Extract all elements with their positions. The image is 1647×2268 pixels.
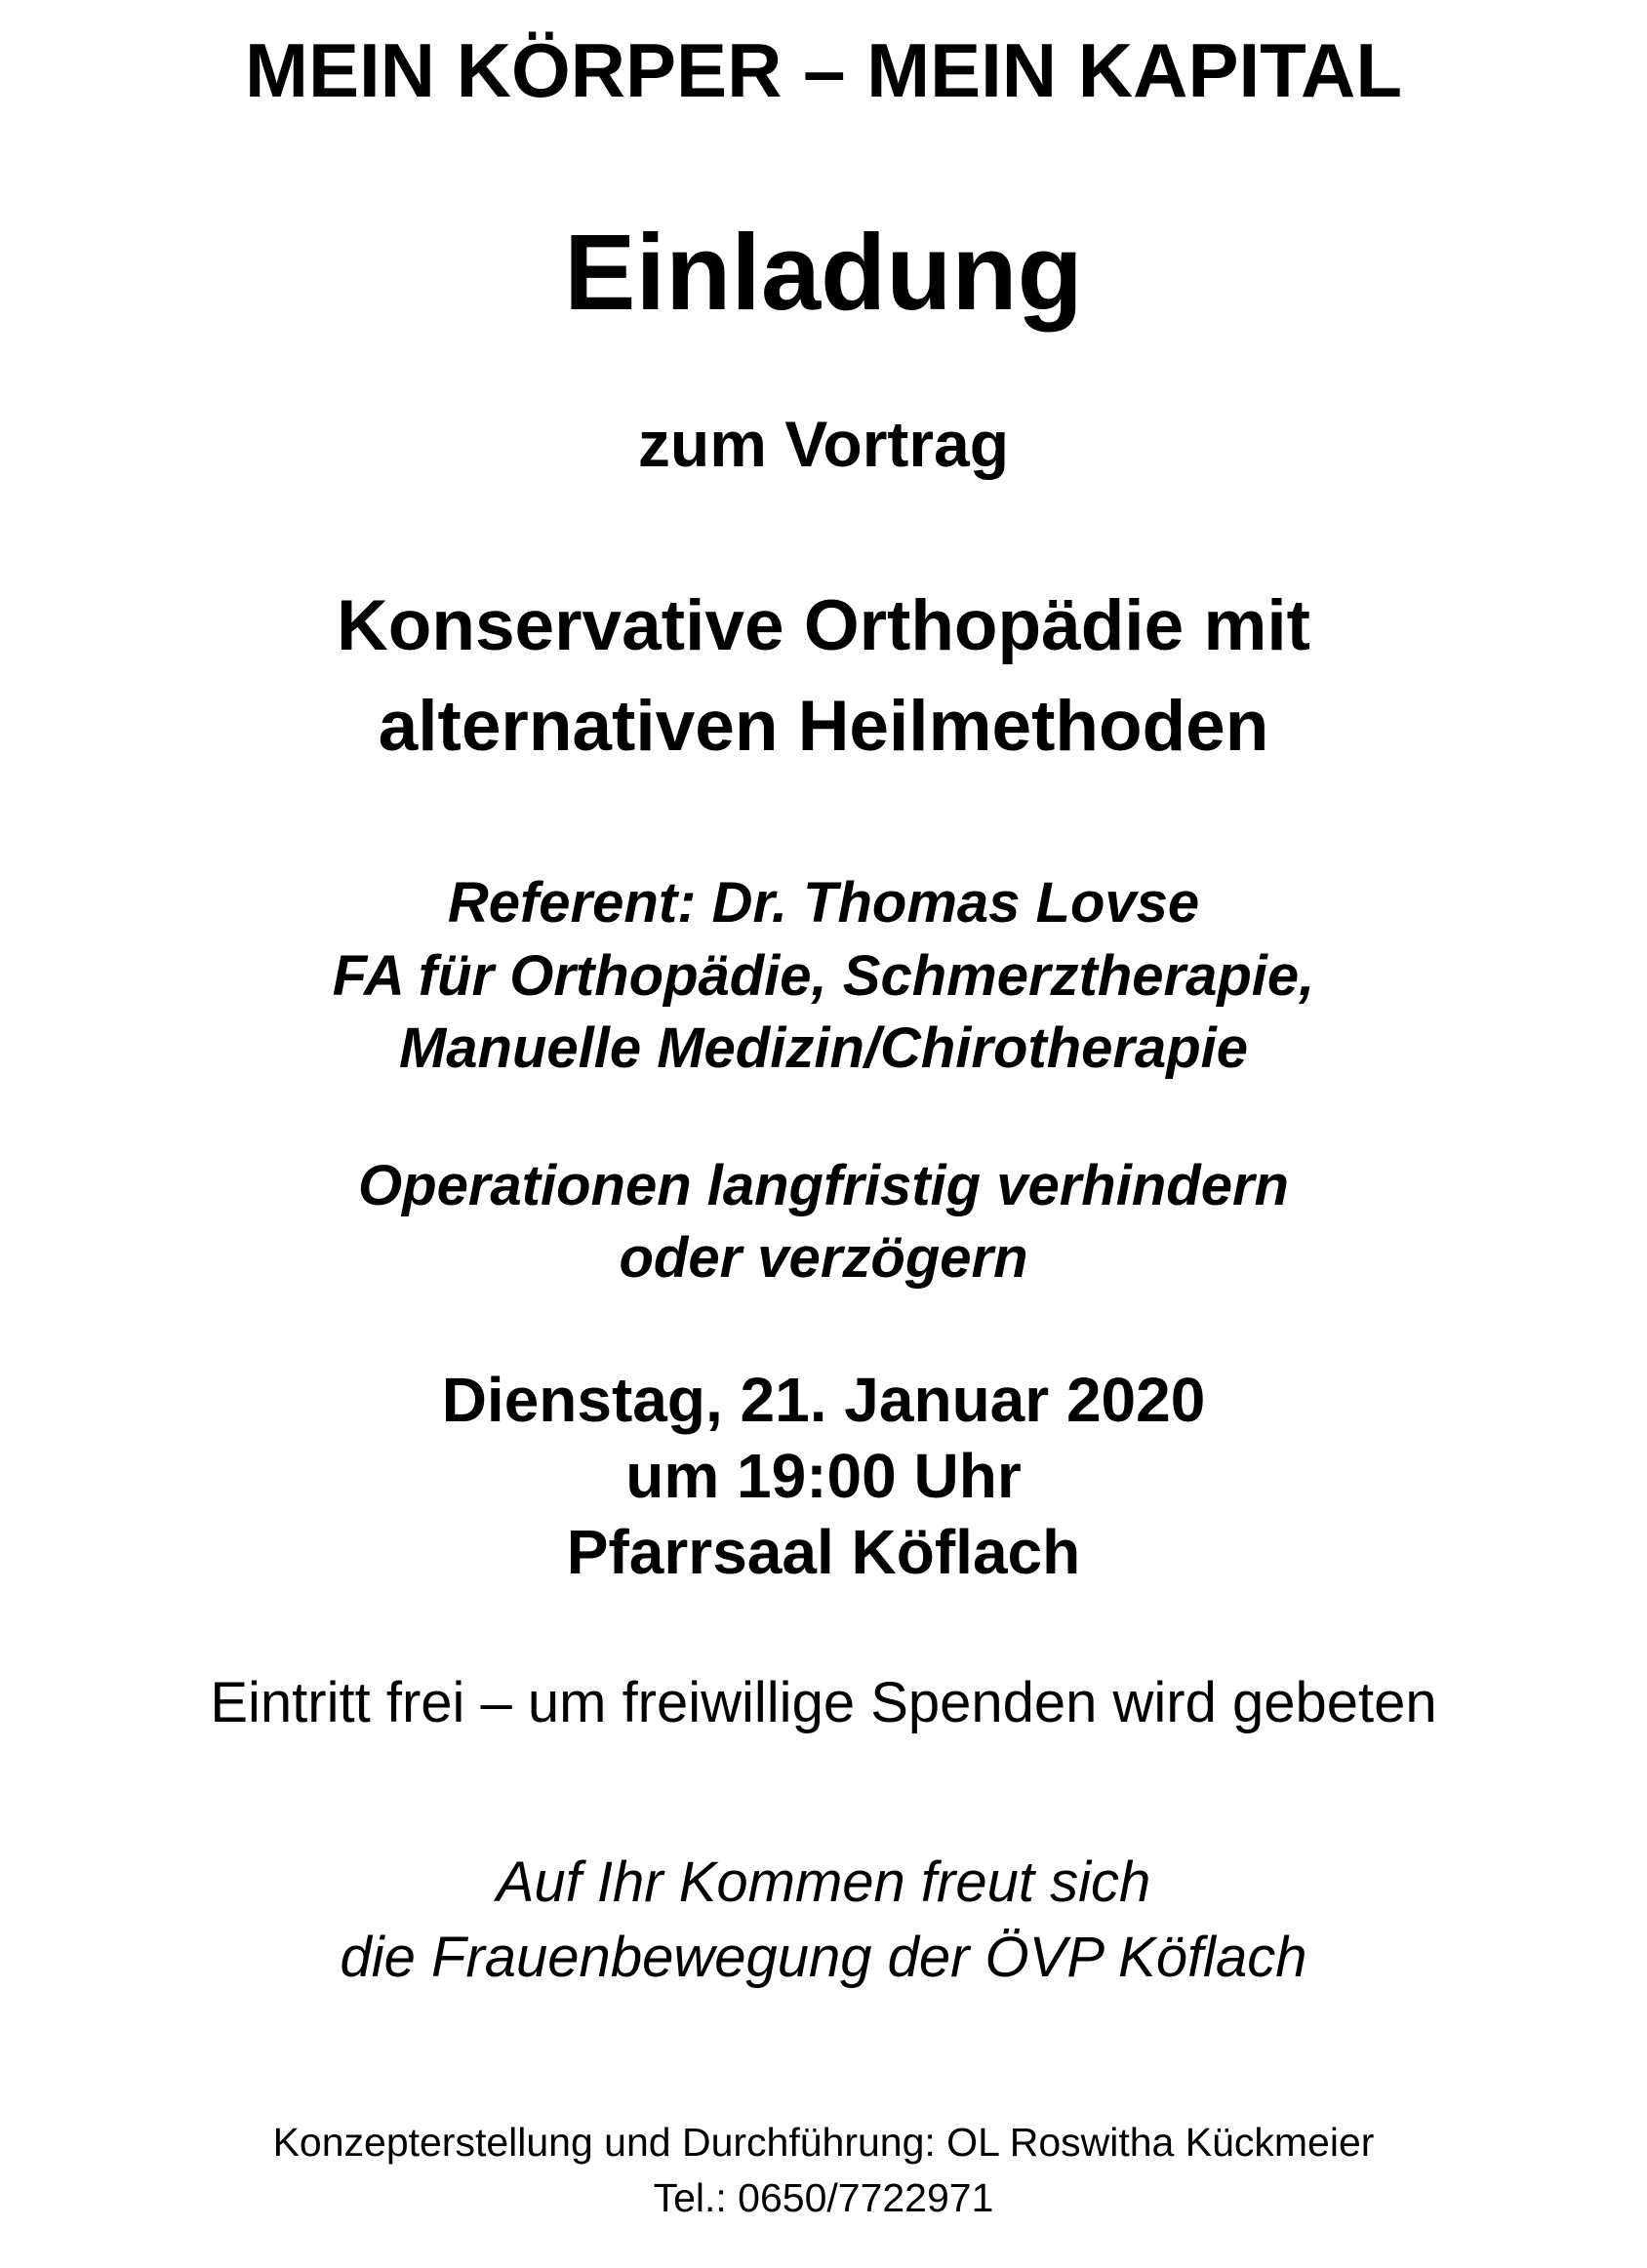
closing-line: Auf Ihr Kommen freut sich <box>496 1850 1151 1914</box>
page-title: Einladung <box>564 213 1083 333</box>
closing-line: die Frauenbewegung der ÖVP Köflach <box>340 1926 1307 1989</box>
page-header-slogan: MEIN KÖRPER – MEIN KAPITAL <box>245 27 1402 113</box>
speaker-line: Referent: Dr. Thomas Lovse <box>447 871 1200 935</box>
speaker-line: FA für Orthopädie, Schmerztherapie, <box>332 944 1315 1008</box>
event-time: um 19:00 Uhr <box>625 1441 1022 1511</box>
speaker-line: Manuelle Medizin/Chirotherapie <box>398 1016 1249 1080</box>
topic-line: alternativen Heilmethoden <box>378 687 1269 766</box>
footer-phone: Tel.: 0650/7722971 <box>653 2175 994 2220</box>
topic-line: Konservative Orthopädie mit <box>337 586 1310 665</box>
page-subtitle: zum Vortrag <box>637 408 1010 480</box>
footer-organizer: Konzepterstellung und Durchführung: OL Roswitha Kückmeier <box>272 2120 1375 2165</box>
goal-line: Operationen langfristig verhindern <box>358 1154 1289 1217</box>
event-date: Dienstag, 21. Januar 2020 <box>441 1365 1206 1435</box>
admission-note: Eintritt frei – um freiwillige Spenden wird gebeten <box>210 1671 1437 1734</box>
goal-line: oder verzögern <box>619 1226 1028 1290</box>
event-location: Pfarrsaal Köflach <box>566 1517 1081 1587</box>
